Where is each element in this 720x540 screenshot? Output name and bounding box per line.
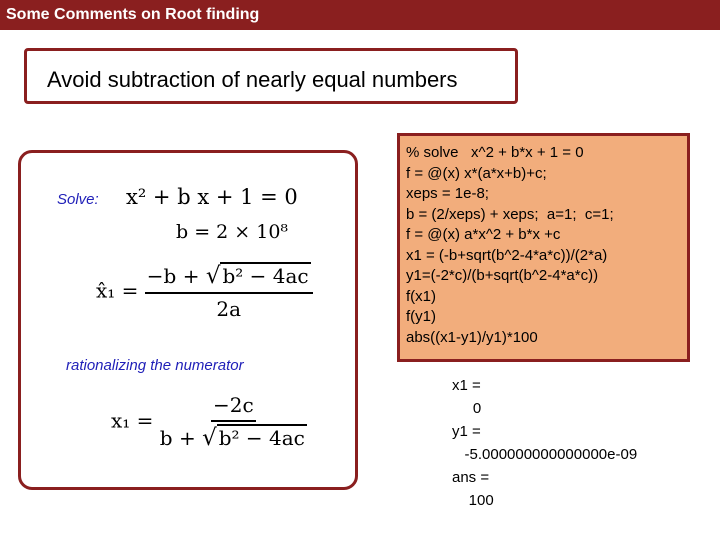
- rationalized-root-numerator: −2c: [211, 393, 256, 422]
- code-line: xeps = 1e-8;: [406, 185, 489, 202]
- output-line: 100: [452, 492, 494, 509]
- code-line: % solve x^2 + b*x + 1 = 0: [406, 144, 584, 161]
- sqrt-radicand: b² − 4ac: [218, 426, 305, 450]
- subtitle-text: Avoid subtraction of nearly equal numbers: [47, 67, 458, 92]
- output-line: y1 =: [452, 423, 481, 440]
- rationalized-den-pre: b +: [159, 426, 203, 450]
- b-value-text: b = 2 × 10⁸: [176, 221, 289, 243]
- sqrt-radical: √ b² − 4ac: [202, 425, 305, 451]
- output-line: x1 =: [452, 377, 481, 394]
- xhat1-lhs: x̂₁ =: [96, 278, 139, 303]
- output-line: -5.000000000000000e-09: [452, 446, 638, 463]
- standard-root-formula: [96, 263, 313, 321]
- b-value-equation: [176, 221, 288, 243]
- sqrt-radical: √ b² − 4ac: [205, 263, 309, 289]
- code-line: b = (2/xeps) + xeps; a=1; c=1;: [406, 205, 614, 223]
- title-bar: [0, 0, 720, 30]
- output-line: 0: [452, 400, 482, 417]
- standard-root-fraction: [145, 263, 313, 321]
- code-block: [397, 133, 690, 362]
- code-line: f(y1): [406, 308, 436, 325]
- quadratic-equation: [126, 185, 298, 209]
- output-block: [452, 374, 637, 512]
- math-panel: [18, 150, 358, 490]
- code-line: f = @(x) x*(a*x+b)+c;: [406, 164, 547, 182]
- standard-root-num-pre: −b +: [146, 264, 206, 288]
- rationalized-root-formula: [111, 393, 307, 451]
- sqrt-radicand: b² − 4ac: [222, 264, 309, 288]
- quadratic-equation-text: x² + b x + 1 = 0: [126, 185, 298, 209]
- slide-title: Some Comments on Root finding: [6, 6, 260, 23]
- standard-root-denominator: 2a: [216, 297, 242, 321]
- rationalized-root-denominator: [160, 422, 307, 451]
- x1-lhs: x₁ =: [111, 408, 154, 433]
- code-line: x1 = (-b+sqrt(b^2-4*a*c))/(2*a): [406, 246, 608, 264]
- code-line: y1=(-2*c)/(b+sqrt(b^2-4*a*c)): [406, 267, 599, 284]
- rationalizing-label: rationalizing the numerator: [66, 357, 244, 374]
- solve-label: Solve:: [57, 191, 99, 208]
- subtitle-box: [24, 48, 518, 104]
- code-line: f(x1): [406, 287, 436, 305]
- standard-root-numerator: [145, 263, 313, 294]
- code-line: abs((x1-y1)/y1)*100: [406, 328, 538, 346]
- rationalized-root-fraction: [160, 393, 307, 451]
- code-line: f = @(x) a*x^2 + b*x +c: [406, 226, 561, 243]
- output-line: ans =: [452, 469, 490, 486]
